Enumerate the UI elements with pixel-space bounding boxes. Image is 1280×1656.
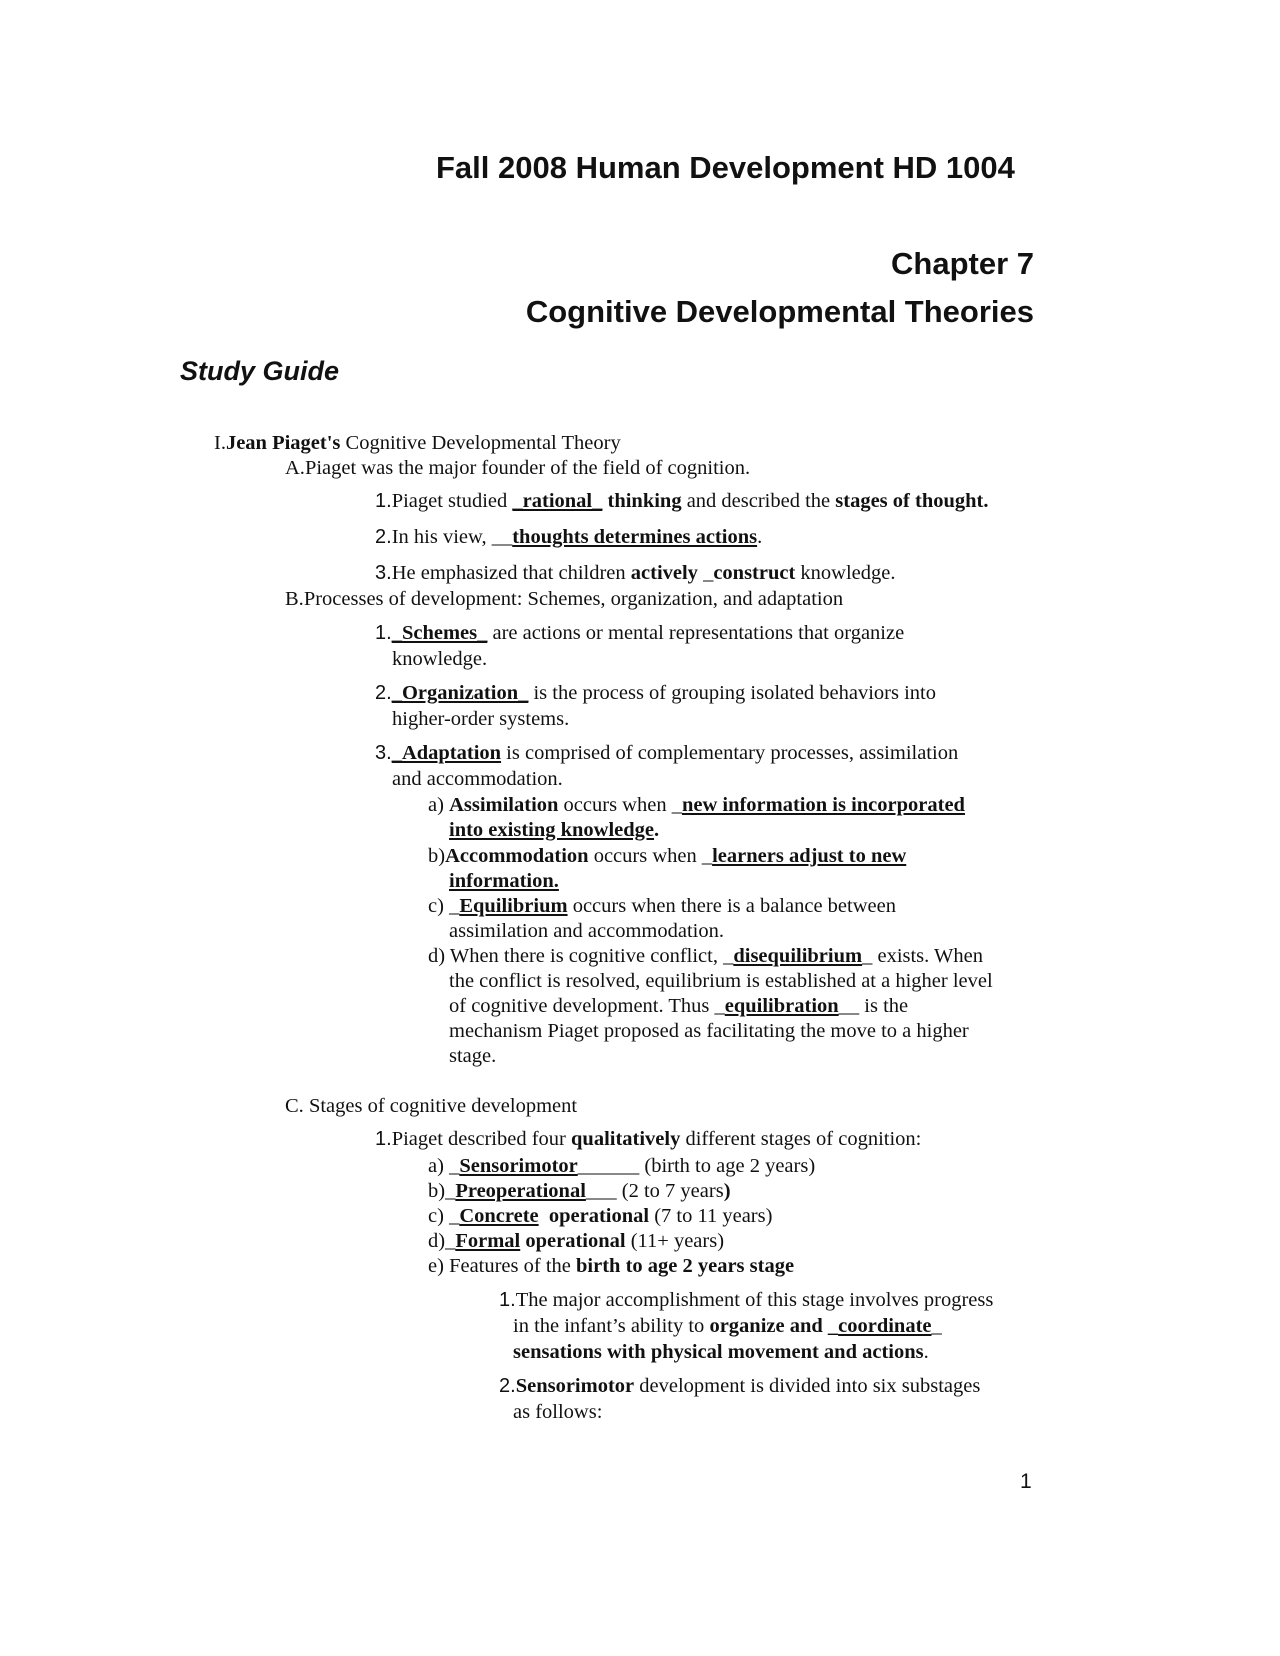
outline-text: Stages of cognitive development [308,1095,578,1117]
outline-bold: Assimilation [449,794,559,816]
fill-in-answer: Concrete [459,1205,539,1227]
outline-bold: actively [630,562,698,584]
outline-marker: 1. [375,622,392,644]
outline-text: _ [931,1315,942,1337]
outline-continuation [449,868,559,894]
outline-marker: 2. [375,526,392,548]
outline-continuation [513,1339,929,1365]
outline-marker: 1. [375,1128,392,1150]
outline-marker: A. [285,457,305,479]
outline-marker: 3. [375,742,392,764]
fill-in-answer: into existing knowledge [449,819,655,841]
fill-in-answer: equilibration [724,995,839,1017]
outline-text: __ is the [838,995,909,1017]
outline-item-C [285,1093,577,1119]
study-guide-heading: Study Guide [180,356,340,386]
fill-in-answer: learners adjust to new [712,845,907,867]
outline-text: of cognitive development. Thus _ [449,995,725,1017]
outline-text: are actions or mental representations that organize [487,622,905,644]
outline-bold: stages of thought. [835,490,989,512]
fill-in-answer: coordinate [838,1315,932,1337]
outline-text: Piaget described four [391,1128,572,1150]
outline-item-B3b [428,843,906,869]
outline-text: Processes of development: Schemes, organization, and adaptation [303,588,844,610]
outline-text: occurs when there is a balance between [567,895,896,917]
outline-item-C1 [375,1126,921,1152]
fill-in-answer: Formal [455,1230,521,1252]
outline-continuation [449,817,659,843]
fill-in-answer: Sensorimotor [459,1155,578,1177]
outline-text: ___ (2 to 7 years [585,1180,724,1202]
outline-text: knowledge. [392,648,488,670]
outline-text: . [757,526,763,548]
outline-text: _ [443,1155,460,1177]
outline-bold: Jean Piaget's [225,432,341,454]
outline-item-A2 [375,524,762,550]
outline-marker: c) [428,895,444,917]
outline-text: In his view, __ [391,526,513,548]
outline-text: . [654,819,660,841]
outline-bold: thinking [607,490,682,512]
outline-text: Cognitive Developmental Theory [340,432,621,454]
fill-in-answer: _Organization_ [391,682,529,704]
outline-marker: e) [428,1255,444,1277]
outline-item-C1b [428,1178,731,1204]
fill-in-answer: _rational_ [512,490,603,512]
chapter-title: Cognitive Developmental Theories [525,294,1034,329]
outline-text: the conflict is resolved, equilibrium is established at a higher level [449,970,993,992]
outline-text: stage. [449,1045,497,1067]
outline-marker: d) [428,945,446,967]
outline-text: different stages of cognition: [680,1128,922,1150]
outline-marker: 2. [499,1375,516,1397]
outline-bold: Accommodation [445,845,589,867]
outline-text: _ [445,1230,456,1252]
outline-text: (11+ years) [625,1230,725,1252]
outline-text: ) [723,1180,731,1202]
outline-item-B [285,586,843,612]
outline-text: Piaget was the major founder of the field of cognition. [304,457,751,479]
fill-in-answer: Preoperational [455,1180,586,1202]
fill-in-answer: information. [449,870,559,892]
outline-bold: Sensorimotor [515,1375,635,1397]
outline-item-A [285,455,750,481]
outline-marker: d) [428,1230,446,1252]
outline-text: assimilation and accommodation. [449,920,724,942]
outline-text: When there is cognitive conflict, _ [449,945,734,967]
outline-text: . [923,1341,929,1363]
outline-bold: organize and _ [709,1315,839,1337]
outline-text: Piaget studied [391,490,513,512]
outline-continuation [449,993,908,1019]
fill-in-answer: _Adaptation [391,742,502,764]
outline-item-C1a [428,1153,815,1179]
fill-in-answer: disequilibrium [733,945,863,967]
outline-marker: b) [428,1180,446,1202]
outline-text: is the process of grouping isolated behaviors into [528,682,937,704]
fill-in-answer: Equilibrium [459,895,568,917]
outline-text: (7 to 11 years) [649,1205,773,1227]
outline-text: mechanism Piaget proposed as facilitating the move to a higher [449,1020,969,1042]
outline-bold: qualitatively [571,1128,681,1150]
outline-text [539,1205,549,1227]
page-number: 1 [1020,1470,1032,1493]
outline-text: _ [697,562,714,584]
outline-text: _ [445,1180,456,1202]
outline-marker: b) [428,845,446,867]
outline-text: knowledge. [795,562,896,584]
outline-item-A3 [375,560,896,586]
outline-marker: c) [428,1205,444,1227]
outline-item-B3d [428,943,983,969]
outline-marker: C. [285,1095,304,1117]
outline-marker: 1. [499,1289,516,1311]
outline-text: He emphasized that children [391,562,631,584]
outline-text: and accommodation. [392,768,563,790]
outline-marker: 2. [375,682,392,704]
outline-text: _ exists. When [862,945,983,967]
outline-item-B3c [428,893,896,919]
outline-bold: construct [713,562,796,584]
outline-text: in the infant’s ability to [513,1315,710,1337]
outline-marker: 1. [375,490,392,512]
outline-text: as follows: [513,1401,603,1423]
outline-bold: sensations with physical movement and actions [513,1341,924,1363]
outline-text: is comprised of complementary processes, assimilation [501,742,959,764]
outline-item-B2 [375,680,936,706]
fill-in-answer: _Schemes_ [391,622,488,644]
outline-item-B1 [375,620,904,646]
outline-item-C1e2 [499,1373,980,1399]
outline-item-C1d [428,1228,724,1254]
outline-marker: 3. [375,562,392,584]
course-title: Fall 2008 Human Development HD 1004 [436,150,1015,185]
outline-item-I [214,430,621,456]
outline-continuation [513,1313,942,1339]
outline-bold: operational [548,1205,650,1227]
outline-text: development is divided into six substages [634,1375,981,1397]
outline-item-C1e1 [499,1287,993,1313]
outline-item-B3a [428,792,965,818]
outline-text: ______ (birth to age 2 years) [577,1155,816,1177]
outline-text: The major accomplishment of this stage involves progress [515,1289,994,1311]
fill-in-answer: thoughts determines actions [512,526,758,548]
outline-bold: birth to age 2 years stage [576,1255,795,1277]
fill-in-answer: new information is incorporated [681,794,965,816]
outline-text: Features of the [443,1255,577,1277]
outline-marker: B. [285,588,304,610]
outline-text: and described the [681,490,836,512]
outline-text: occurs when _ [558,794,682,816]
outline-item-C1e [428,1253,794,1279]
outline-text: _ [443,895,460,917]
outline-marker: a) [428,1155,444,1177]
outline-item-B3 [375,740,958,766]
outline-marker: I. [214,432,226,454]
chapter-heading: Chapter 7 [891,246,1034,281]
outline-item-A1 [375,488,988,514]
outline-marker: a) [428,794,444,816]
outline-text: occurs when _ [588,845,713,867]
outline-text: higher-order systems. [392,708,570,730]
outline-text: _ [443,1205,460,1227]
outline-item-C1c [428,1203,772,1229]
outline-bold: operational [525,1230,626,1252]
